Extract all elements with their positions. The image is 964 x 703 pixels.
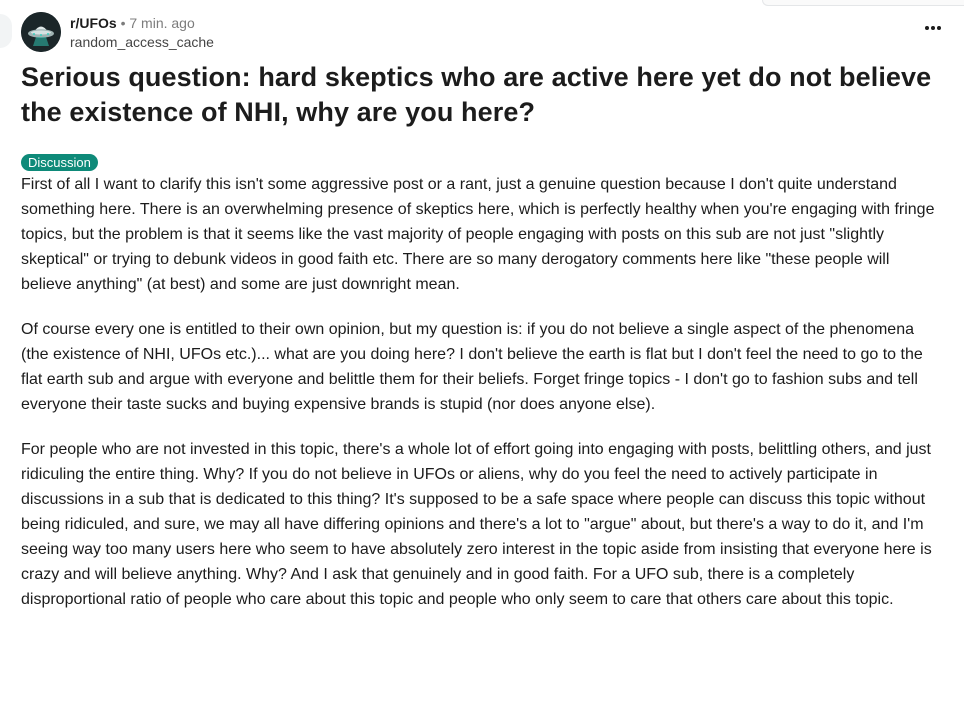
post-flair[interactable]: Discussion (21, 154, 98, 171)
more-options-icon-dot (931, 26, 935, 30)
post-body (21, 172, 941, 612)
ufo-icon (21, 12, 61, 52)
post-meta (70, 14, 214, 51)
post-header (21, 12, 941, 52)
post-paragraph: For people who are not invested in this topic, there's a whole lot of effort going into engaging with posts, belittling others, and just ridiculing the entire thing. Why? If you do not believe in UFOs or aliens, why do you feel the need to actively participate in discussions in a sub that is dedicated to this thing? It's supposed to be a safe space where people can discuss this topic without being ridiculed, and sure, we may all have differing opinions and there's a lot to "argue" about, but there's a way to do it, and I'm seeing way too many users here who seem to have absolutely zero interest in the topic aside from insisting that everyone here is crazy and will believe anything. Why? And I ask that genuinely and in good faith. For a UFO sub, there is a completely disproportional ratio of people who care about this topic and people who only seem to care that others care about this topic. (21, 441, 932, 608)
more-options-button[interactable] (921, 18, 945, 38)
post-paragraph: Of course every one is entitled to their own opinion, but my question is: if you do not believe a single aspect of the phenomena (the existence of NHI, UFOs etc.)... what are you doing here? I don't believe the earth is flat but I don't feel the need to go to the flat earth sub and argue with everyone and belittle them for their beliefs. Forget fringe topics - I don't go to fashion subs and tell everyone their taste sucks and buying expensive brands is stupid (nor does anyone else). (21, 321, 923, 413)
sidebar-edge (0, 14, 12, 48)
post-title: Serious question: hard skeptics who are active here yet do not believe the existence of NHI, why are you here? (21, 62, 932, 127)
more-options-icon-dot (937, 26, 941, 30)
more-options-icon (925, 26, 929, 30)
post-age: 7 min. ago (129, 14, 195, 31)
subreddit-avatar[interactable] (21, 12, 61, 52)
top-panel-edge (762, 0, 964, 6)
post-author[interactable]: random_access_cache (70, 33, 214, 50)
post (21, 12, 941, 632)
meta-separator: • (120, 14, 126, 31)
post-meta-top (70, 14, 214, 32)
post-paragraph: First of all I want to clarify this isn't some aggressive post or a rant, just a genuine question because I don't quite understand something here. There is an overwhelming presence of skeptics here, which is perfectly healthy when you're engaging with fringe topics, but the problem is that it seems like the vast majority of people engaging with posts on this sub are not just "slightly skeptical" or trying to debunk videos in good faith etc. There are so many derogatory comments here like "these people will believe anything" (at best) and some are just downright mean. (21, 176, 935, 293)
subreddit-link[interactable]: r/UFOs (70, 14, 117, 31)
